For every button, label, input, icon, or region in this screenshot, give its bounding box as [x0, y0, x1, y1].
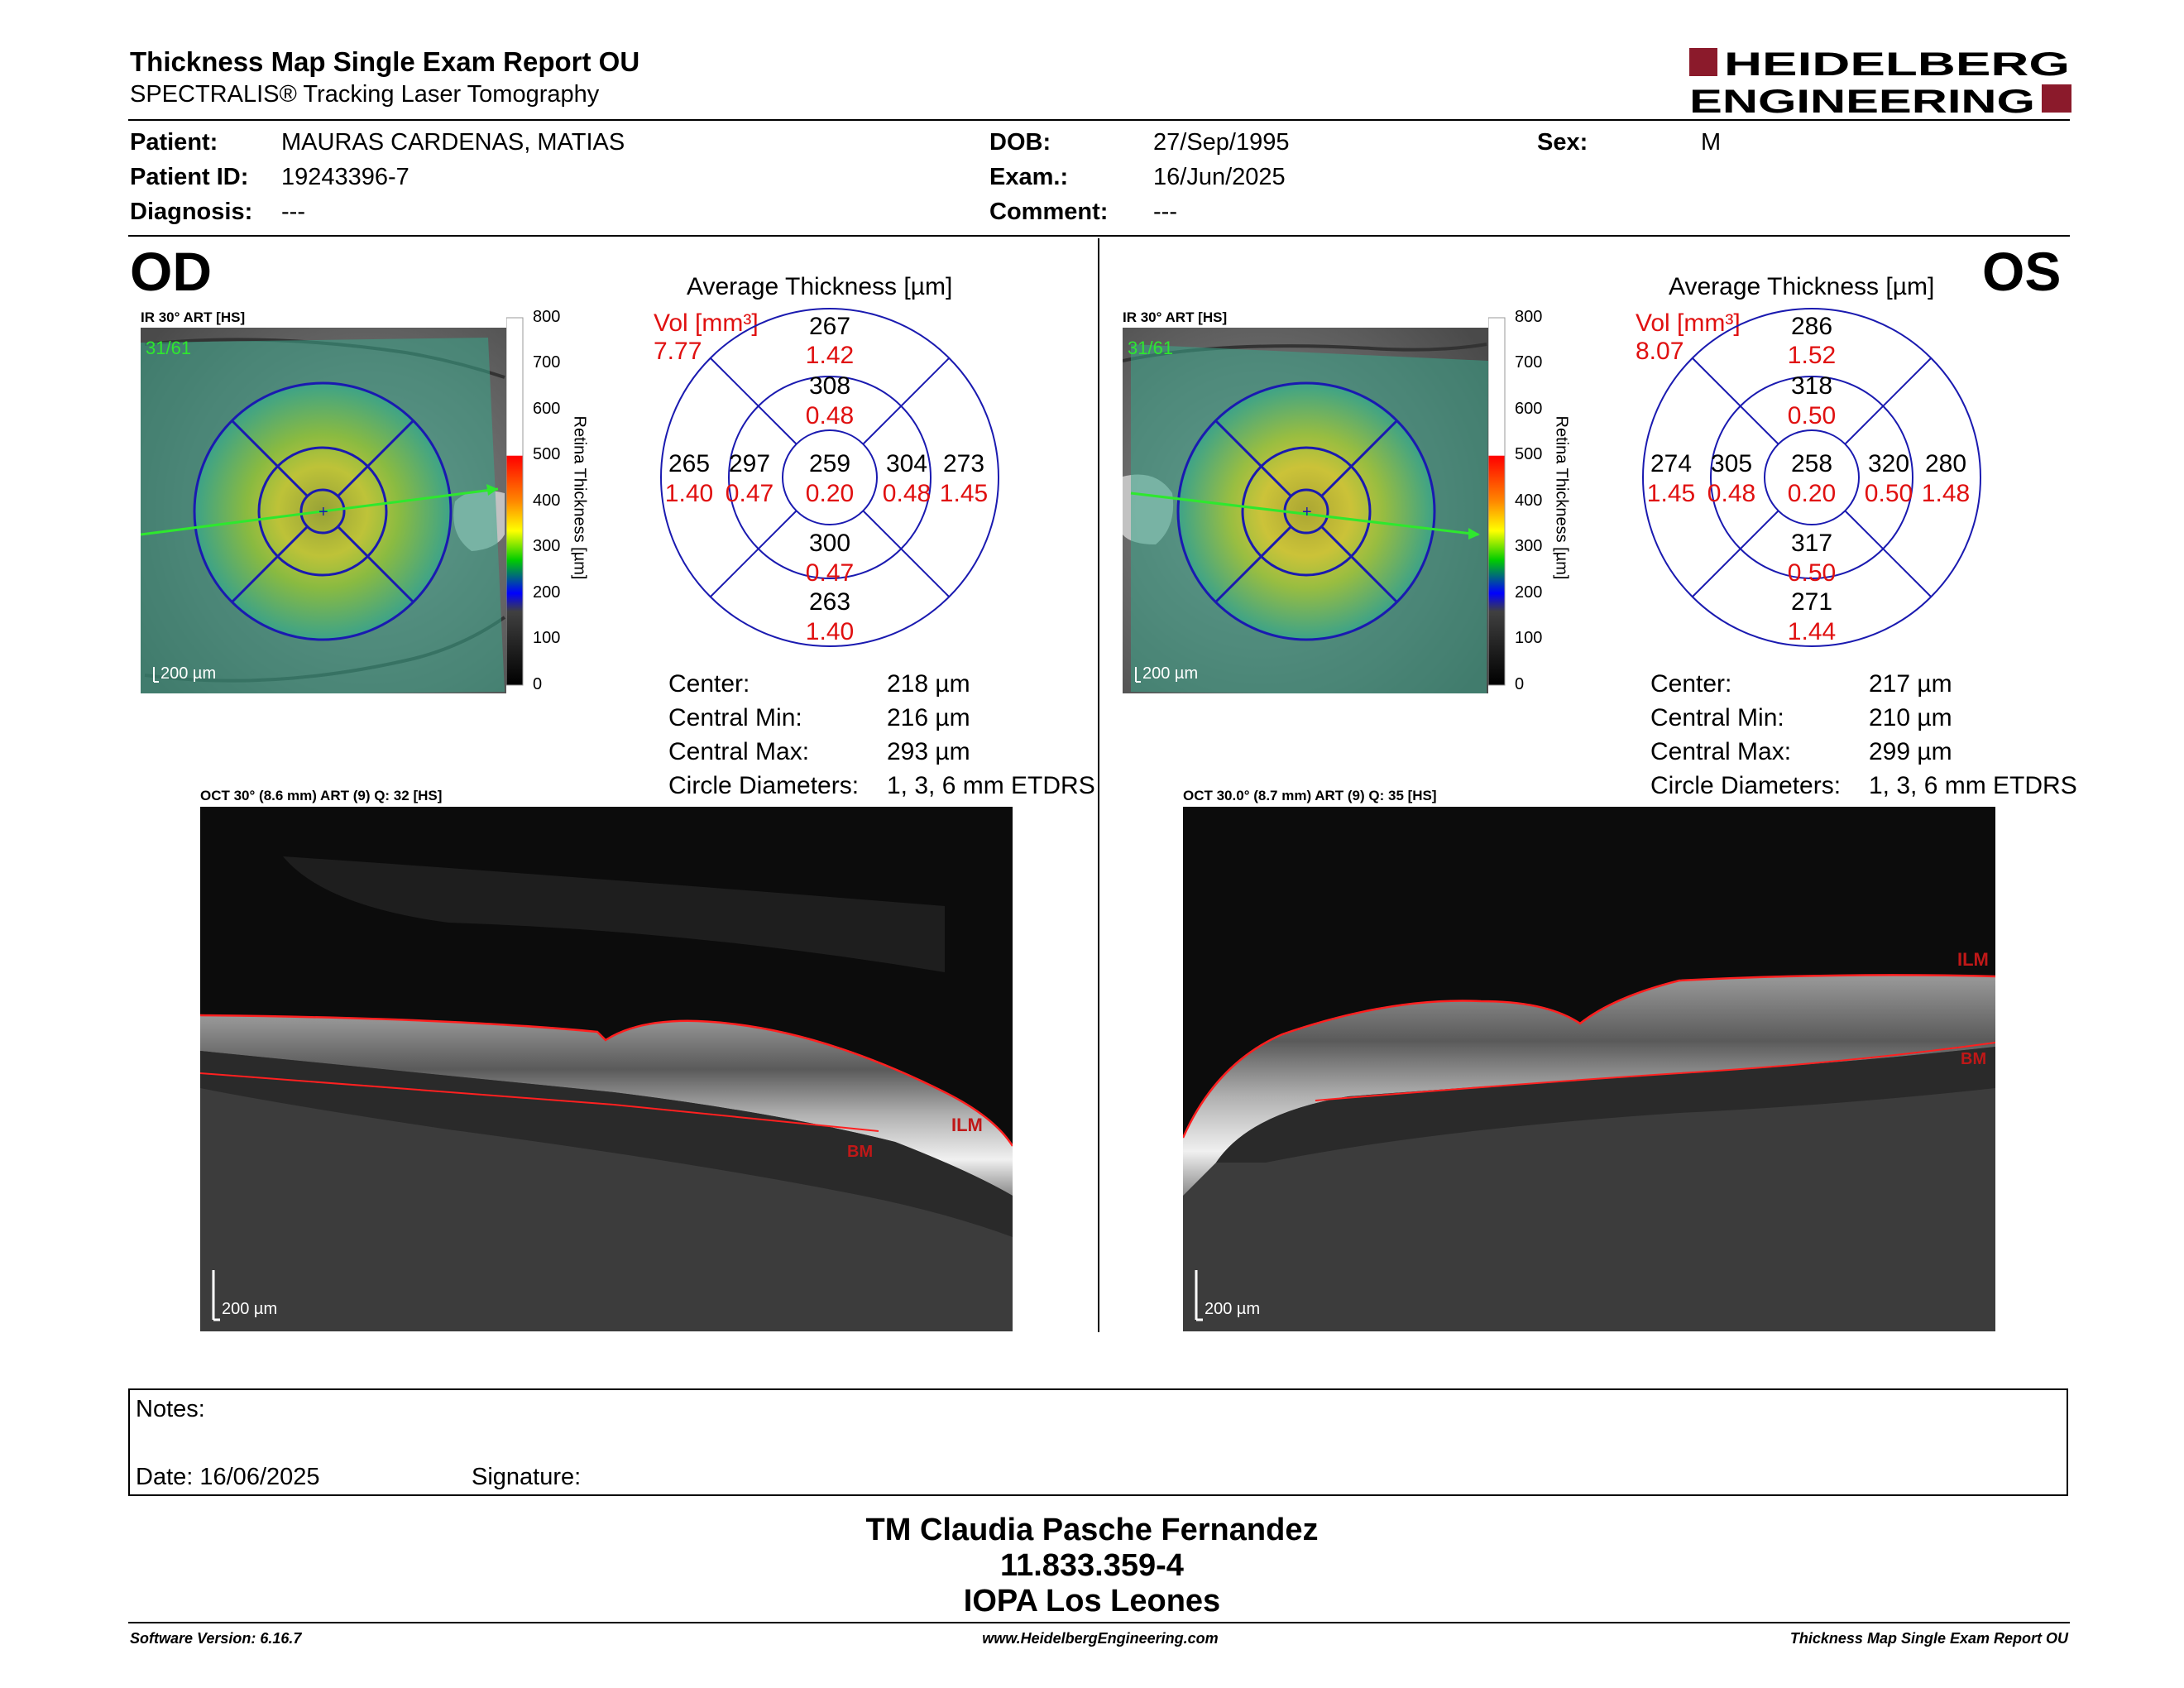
os-vol-label: Vol [mm³] — [1636, 309, 1741, 337]
od-scale-tick-800: 800 — [533, 308, 561, 326]
os-inner-inf-volume: 0.50 — [1787, 559, 1837, 587]
os-scale-tick-500: 500 — [1515, 445, 1543, 463]
comment-value: --- — [1153, 199, 1177, 225]
notes-label: Notes: — [136, 1396, 205, 1422]
dob-label: DOB: — [989, 129, 1051, 156]
os-outer-sup-thickness: 286 — [1790, 313, 1833, 340]
svg-text:+: + — [318, 503, 328, 521]
os-oct-scale: 200 µm — [1205, 1300, 1261, 1318]
od-ilm-label: ILM — [951, 1115, 983, 1135]
report-subtitle: SPECTRALIS® Tracking Laser Tomography — [130, 81, 600, 108]
od-scale-tick-100: 100 — [533, 629, 561, 647]
os-oct-bscan — [1183, 807, 1995, 1331]
footer-operator-name: TM Claudia Pasche Fernandez — [865, 1513, 1319, 1547]
od-cmax-value: 293 µm — [887, 738, 970, 765]
od-bm-label: BM — [847, 1143, 874, 1161]
od-outer-left-volume: 1.40 — [664, 480, 714, 507]
od-center-thickness: 259 — [808, 450, 851, 477]
od-oct-caption: OCT 30° (8.6 mm) ART (9) Q: 32 [HS] — [200, 788, 443, 803]
os-ir-scale: 200 µm — [1142, 664, 1199, 683]
os-scale-tick-700: 700 — [1515, 353, 1543, 372]
od-ir-caption: IR 30° ART [HS] — [141, 309, 246, 325]
os-ilm-label: ILM — [1957, 949, 1989, 970]
os-outer-right-volume: 1.48 — [1921, 480, 1971, 507]
footer-operator-id: 11.833.359-4 — [1000, 1548, 1184, 1583]
od-inner-sup-thickness: 308 — [808, 372, 851, 400]
od-outer-right-thickness: 273 — [942, 450, 985, 477]
report-title: Thickness Map Single Exam Report OU — [130, 46, 640, 77]
od-scale-tick-600: 600 — [533, 400, 561, 418]
os-bm-label: BM — [1961, 1050, 1987, 1068]
heidelberg-logo — [1689, 46, 2071, 116]
os-center-volume: 0.20 — [1787, 480, 1837, 507]
od-inner-right-thickness: 304 — [885, 450, 928, 477]
od-outer-inf-volume: 1.40 — [805, 618, 855, 645]
sex-label: Sex: — [1537, 129, 1588, 156]
footer-website[interactable]: www.HeidelbergEngineering.com — [982, 1630, 1219, 1647]
od-center-label: Center: — [668, 670, 750, 698]
od-oct-scale: 200 µm — [222, 1300, 278, 1318]
os-eye-label: OS — [1982, 241, 2062, 302]
os-outer-left-volume: 1.45 — [1646, 480, 1696, 507]
patient-label: Patient: — [130, 129, 218, 156]
od-inner-left-volume: 0.47 — [725, 480, 774, 507]
eye-divider — [1098, 238, 1099, 1332]
od-diam-label: Circle Diameters: — [668, 772, 860, 799]
diagnosis-value: --- — [281, 199, 305, 225]
od-outer-left-thickness: 265 — [668, 450, 711, 477]
od-ir-scale: 200 µm — [160, 664, 217, 683]
os-cmax-value: 299 µm — [1869, 738, 1952, 765]
os-cmin-value: 210 µm — [1869, 704, 1952, 731]
os-scale-tick-400: 400 — [1515, 492, 1543, 510]
signature-label: Signature: — [472, 1464, 582, 1490]
od-scale-tick-200: 200 — [533, 583, 561, 602]
os-inner-inf-thickness: 317 — [1790, 530, 1833, 557]
os-center-label: Center: — [1650, 670, 1732, 698]
od-scale-tick-0: 0 — [533, 675, 543, 693]
os-inner-left-volume: 0.48 — [1707, 480, 1756, 507]
od-vol-value: 7.77 — [654, 338, 702, 365]
od-outer-sup-volume: 1.42 — [805, 342, 855, 369]
software-version: Software Version: 6.16.7 — [130, 1630, 302, 1647]
od-vol-label: Vol [mm³] — [654, 309, 759, 337]
os-outer-right-thickness: 280 — [1924, 450, 1967, 477]
os-avg-title: Average Thickness [µm] — [1669, 273, 1935, 300]
patient-rule — [128, 235, 2070, 237]
od-outer-sup-thickness: 267 — [808, 313, 851, 340]
header-rule — [128, 119, 2070, 121]
os-cmin-label: Central Min: — [1650, 704, 1784, 731]
os-scale-tick-600: 600 — [1515, 400, 1543, 418]
os-ir-overlay: 31/61 — [1128, 338, 1174, 358]
od-diam-value: 1, 3, 6 mm ETDRS — [887, 772, 1095, 799]
od-cmin-label: Central Min: — [668, 704, 802, 731]
od-ir-thickness-map — [141, 328, 506, 693]
exam-label: Exam.: — [989, 164, 1069, 190]
os-diam-value: 1, 3, 6 mm ETDRS — [1869, 772, 2077, 799]
od-cmin-value: 216 µm — [887, 704, 970, 731]
os-diam-label: Circle Diameters: — [1650, 772, 1842, 799]
os-outer-sup-volume: 1.52 — [1787, 342, 1837, 369]
od-scale-tick-300: 300 — [533, 537, 561, 555]
od-cmax-label: Central Max: — [668, 738, 810, 765]
od-inner-sup-volume: 0.48 — [805, 402, 855, 429]
od-center-volume: 0.20 — [805, 480, 855, 507]
os-scale-tick-200: 200 — [1515, 583, 1543, 602]
notes-date: Date: 16/06/2025 — [136, 1464, 320, 1490]
os-scale-tick-300: 300 — [1515, 537, 1543, 555]
os-inner-left-thickness: 305 — [1710, 450, 1753, 477]
svg-text:+: + — [1302, 503, 1312, 521]
footer-rule — [128, 1622, 2070, 1623]
footer-clinic: IOPA Los Leones — [963, 1584, 1221, 1618]
os-ir-thickness-map — [1123, 328, 1488, 693]
os-scale-tick-0: 0 — [1515, 675, 1525, 693]
os-ir-caption: IR 30° ART [HS] — [1123, 309, 1228, 325]
od-scale-tick-500: 500 — [533, 445, 561, 463]
os-scale-title: Retina Thickness [µm] — [1552, 415, 1571, 580]
od-inner-inf-volume: 0.47 — [805, 559, 855, 587]
os-cmax-label: Central Max: — [1650, 738, 1792, 765]
patient-id-label: Patient ID: — [130, 164, 249, 190]
os-outer-left-thickness: 274 — [1650, 450, 1693, 477]
os-center-value: 217 µm — [1869, 670, 1952, 698]
os-inner-sup-thickness: 318 — [1790, 372, 1833, 400]
od-inner-left-thickness: 297 — [728, 450, 771, 477]
svg-text:ENGINEERING: ENGINEERING — [1689, 84, 2035, 116]
os-scale-tick-100: 100 — [1515, 629, 1543, 647]
sex-value: M — [1701, 129, 1722, 156]
dob-value: 27/Sep/1995 — [1153, 129, 1290, 156]
od-ir-overlay: 31/61 — [146, 338, 192, 358]
od-inner-right-volume: 0.48 — [882, 480, 932, 507]
patient-name: MAURAS CARDENAS, MATIAS — [281, 129, 625, 156]
diagnosis-label: Diagnosis: — [130, 199, 253, 225]
os-oct-caption: OCT 30.0° (8.7 mm) ART (9) Q: 35 [HS] — [1183, 788, 1437, 803]
od-avg-title: Average Thickness [µm] — [687, 273, 953, 300]
os-scale-tick-800: 800 — [1515, 308, 1543, 326]
od-outer-right-volume: 1.45 — [939, 480, 989, 507]
os-inner-right-thickness: 320 — [1867, 450, 1910, 477]
od-outer-inf-thickness: 263 — [808, 588, 851, 616]
os-vol-value: 8.07 — [1636, 338, 1684, 365]
os-center-thickness: 258 — [1790, 450, 1833, 477]
od-scale-tick-400: 400 — [533, 492, 561, 510]
os-inner-sup-volume: 0.50 — [1787, 402, 1837, 429]
notes-box[interactable] — [128, 1388, 2068, 1496]
od-scale-tick-700: 700 — [533, 353, 561, 372]
od-oct-bscan — [200, 807, 1013, 1331]
comment-label: Comment: — [989, 199, 1109, 225]
footer-report-name: Thickness Map Single Exam Report OU — [1789, 1630, 2068, 1647]
od-inner-inf-thickness: 300 — [808, 530, 851, 557]
os-outer-inf-thickness: 271 — [1790, 588, 1833, 616]
os-outer-inf-volume: 1.44 — [1787, 618, 1837, 645]
exam-value: 16/Jun/2025 — [1153, 164, 1286, 190]
od-eye-label: OD — [130, 241, 212, 302]
os-inner-right-volume: 0.50 — [1864, 480, 1913, 507]
patient-id-value: 19243396-7 — [281, 164, 410, 190]
svg-text:HEIDELBERG: HEIDELBERG — [1724, 46, 2070, 83]
od-center-value: 218 µm — [887, 670, 970, 698]
od-scale-title: Retina Thickness [µm] — [570, 415, 589, 580]
